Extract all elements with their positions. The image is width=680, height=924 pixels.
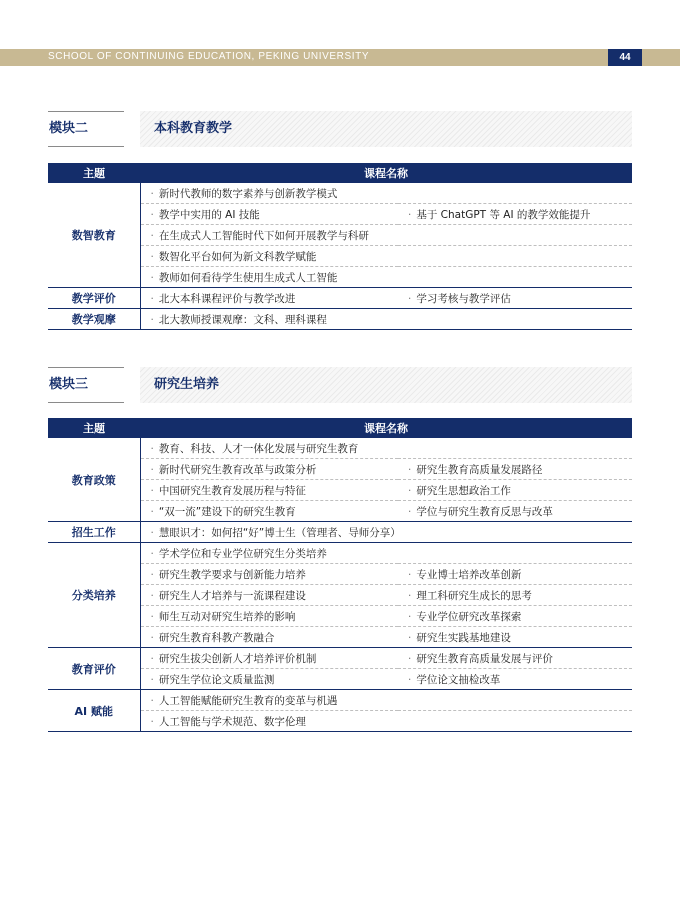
bullet-dot: · (150, 229, 154, 242)
course-name: 教师如何看待学生使用生成式人工智能 (158, 271, 338, 284)
course-cell (140, 204, 398, 225)
course-cell (140, 501, 398, 522)
course-name: 师生互动对研究生培养的影响 (158, 610, 296, 623)
course-name: 在生成式人工智能时代下如何开展教学与科研 (158, 229, 369, 242)
bullet-dot: · (408, 292, 412, 305)
topic-cell: AI 赋能 (48, 690, 140, 732)
course-cell (140, 246, 632, 267)
course-name: 研究生学位论文质量监测 (158, 673, 275, 686)
course-cell (140, 585, 398, 606)
bullet-dot: · (150, 250, 154, 263)
course-cell (398, 459, 632, 480)
course-name: 研究生人才培养与一流课程建设 (158, 589, 306, 602)
course-cell (398, 669, 632, 690)
bullet-dot: · (150, 568, 154, 581)
course-cell (140, 480, 398, 501)
topic-column-header: 主题 (48, 163, 140, 183)
table-row (48, 183, 632, 204)
course-cell (140, 267, 632, 288)
topic-cell: 教学观摩 (48, 309, 140, 330)
bullet-dot: · (150, 187, 154, 200)
module3-course-table (48, 418, 632, 732)
topic-cell: 数智教育 (48, 183, 140, 288)
course-cell (398, 480, 632, 501)
table-row (48, 648, 632, 669)
bullet-dot: · (150, 292, 154, 305)
course-name: 研究生教育科教产教融合 (158, 631, 275, 644)
course-name: 专业博士培养改革创新 (416, 568, 522, 581)
bullet-dot: · (150, 208, 154, 221)
course-cell (140, 690, 632, 711)
bullet-dot: · (150, 313, 154, 326)
course-name: 研究生拔尖创新人才培养评价机制 (158, 652, 317, 665)
course-name: 理工科研究生成长的思考 (416, 589, 532, 602)
course-cell (398, 288, 632, 309)
bullet-dot: · (150, 673, 154, 686)
topic-column-header: 主题 (48, 418, 140, 438)
bullet-dot: · (150, 484, 154, 497)
table-row (48, 522, 632, 543)
course-column-header: 课程名称 (140, 418, 632, 438)
course-name: 北大本科课程评价与教学改进 (158, 292, 296, 305)
module2-title: 本科教育教学 (140, 111, 632, 147)
course-cell (140, 522, 632, 543)
course-cell (398, 501, 632, 522)
bullet-dot: · (408, 505, 412, 518)
bullet-dot: · (150, 547, 154, 560)
topic-cell: 招生工作 (48, 522, 140, 543)
bullet-dot: · (408, 610, 412, 623)
course-cell (140, 543, 632, 564)
course-cell (140, 438, 632, 459)
table-row (48, 438, 632, 459)
course-cell (140, 309, 632, 330)
course-name: 研究生教育高质量发展与评价 (416, 652, 553, 665)
course-name: “双一流”建设下的研究生教育 (158, 505, 296, 518)
bullet-dot: · (150, 271, 154, 284)
bullet-dot: · (150, 442, 154, 455)
bullet-dot: · (408, 463, 412, 476)
course-name: 研究生教育高质量发展路径 (416, 463, 543, 476)
bullet-dot: · (150, 652, 154, 665)
page-header-bar (0, 49, 680, 66)
course-column-header: 课程名称 (140, 163, 632, 183)
course-name: 研究生教学要求与创新能力培养 (158, 568, 306, 581)
course-cell (140, 711, 632, 732)
module3-header (48, 367, 632, 403)
bullet-dot: · (150, 610, 154, 623)
course-name: 学位论文抽检改革 (416, 673, 501, 686)
course-name: 北大教师授课观摩：文科、理科课程 (158, 313, 327, 326)
course-name: 基于 ChatGPT 等 AI 的教学效能提升 (416, 208, 591, 221)
course-name: 人工智能赋能研究生教育的变革与机遇 (158, 694, 338, 707)
bullet-dot: · (150, 505, 154, 518)
school-name: SCHOOL OF CONTINUING EDUCATION, PEKING UNIVERSITY (48, 51, 370, 62)
course-cell (398, 606, 632, 627)
module3-label: 模块三 (48, 367, 124, 403)
topic-cell: 教学评价 (48, 288, 140, 309)
course-name: 慧眼识才：如何招“好”博士生（管理者、导师分享） (158, 526, 401, 539)
course-cell (140, 288, 398, 309)
course-name: 学习考核与教学评估 (416, 292, 511, 305)
course-cell (140, 564, 398, 585)
table-row (48, 309, 632, 330)
bullet-dot: · (150, 715, 154, 728)
course-name: 研究生思想政治工作 (416, 484, 511, 497)
bullet-dot: · (408, 673, 412, 686)
course-name: 人工智能与学术规范、数字伦理 (158, 715, 306, 728)
course-name: 专业学位研究改革探索 (416, 610, 522, 623)
bullet-dot: · (150, 463, 154, 476)
course-cell (140, 627, 398, 648)
course-cell (398, 564, 632, 585)
course-cell (140, 606, 398, 627)
course-cell (140, 225, 632, 246)
course-cell (140, 669, 398, 690)
bullet-dot: · (408, 484, 412, 497)
bullet-dot: · (408, 568, 412, 581)
course-cell (140, 648, 398, 669)
module2-header (48, 111, 632, 147)
course-name: 数智化平台如何为新文科教学赋能 (158, 250, 317, 263)
topic-cell: 教育政策 (48, 438, 140, 522)
table-row (48, 690, 632, 711)
bullet-dot: · (408, 589, 412, 602)
page-number: 44 (608, 49, 642, 66)
course-cell (140, 183, 632, 204)
bullet-dot: · (150, 694, 154, 707)
bullet-dot: · (150, 631, 154, 644)
course-name: 学术学位和专业学位研究生分类培养 (158, 547, 327, 560)
course-name: 研究生实践基地建设 (416, 631, 511, 644)
topic-cell: 分类培养 (48, 543, 140, 648)
course-name: 教学中实用的 AI 技能 (158, 208, 260, 221)
course-cell (398, 648, 632, 669)
table-row (48, 288, 632, 309)
bullet-dot: · (408, 631, 412, 644)
bullet-dot: · (408, 208, 412, 221)
module2-course-table (48, 163, 632, 330)
course-cell (398, 585, 632, 606)
bullet-dot: · (408, 652, 412, 665)
course-cell (398, 204, 632, 225)
course-name: 新时代教师的数字素养与创新教学模式 (158, 187, 338, 200)
course-name: 教育、科技、人才一体化发展与研究生教育 (158, 442, 359, 455)
course-cell (140, 459, 398, 480)
bullet-dot: · (150, 589, 154, 602)
course-cell (398, 627, 632, 648)
course-name: 中国研究生教育发展历程与特征 (158, 484, 306, 497)
course-name: 学位与研究生教育反思与改革 (416, 505, 553, 518)
course-name: 新时代研究生教育改革与政策分析 (158, 463, 317, 476)
table-row (48, 543, 632, 564)
module2-label: 模块二 (48, 111, 124, 147)
bullet-dot: · (150, 526, 154, 539)
module3-title: 研究生培养 (140, 367, 632, 403)
topic-cell: 教育评价 (48, 648, 140, 690)
